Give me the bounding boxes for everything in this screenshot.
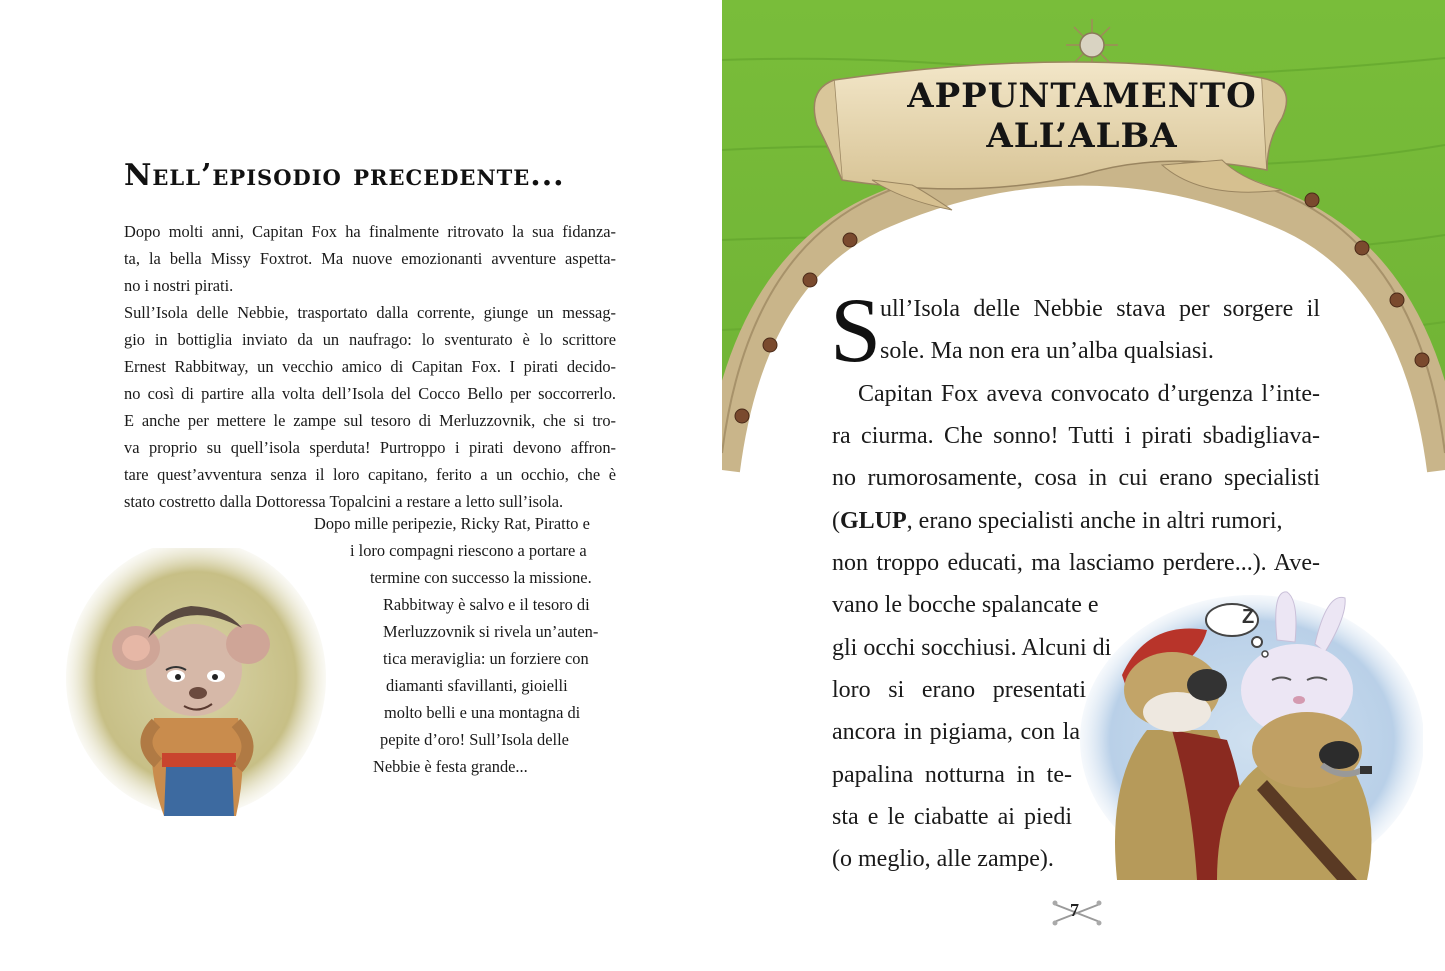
body-line: ancora in pigiama, con la [832,719,1080,745]
body-line: no rumorosamente, cosa in cui erano specialisti [832,465,1320,491]
summary-line: Ernest Rabbitway, un vecchio amico di Capitan Fox. I pirati decido- [124,357,616,376]
previous-episode-title: Nell’episodio precedente... [124,158,565,193]
wrap-line: Merluzzovnik si rivela un’auten- [383,622,599,641]
summary-line: stato costretto dalla Dottoressa Topalcini a restare a letto sull’isola. [124,492,564,511]
wrap-line: Dopo mille peripezie, Ricky Rat, Piratto e [314,514,590,533]
summary-line: gio in bottiglia inviato da un naufrago: lo sventurato è lo scrittore [124,330,616,349]
body-line: loro si erano presentati [832,677,1086,703]
body-line: non troppo educati, ma lasciamo perdere...). Ave- [832,550,1320,576]
page-number-ornament [1052,898,1102,928]
glup-open-paren: ( [832,508,840,534]
summary-line: ta, la bella Missy Foxtrot. Ma nuove emozionanti avventure aspetta- [124,249,616,268]
chapter-title-line2: ALL’ALBA [986,116,1178,156]
body-line: sole. Ma non era un’alba qualsiasi. [880,338,1214,364]
body-line: Capitan Fox aveva convocato d’urgenza l’inte- [858,381,1320,407]
right-page [722,0,1445,971]
summary-line: no così di partire alla volta dell’Isola del Cocco Bello per soccorrerlo. [124,384,616,403]
wrap-line: pepite d’oro! Sull’Isola delle [380,730,569,749]
wrap-line: Rabbitway è salvo e il tesoro di [383,595,590,614]
summary-line: tare quest’avventura senza il loro capitano, ferito a un occhio, che è [124,465,616,484]
wrap-line: molto belli e una montagna di [384,703,581,722]
body-line: sta e le ciabatte ai piedi [832,804,1072,830]
glup-word: GLUP [840,508,907,534]
glup-comma: , [906,508,913,534]
wrap-line: termine con successo la missione. [370,568,592,587]
wrap-line: tica meraviglia: un forziere con [383,649,589,668]
body-line: erano specialisti anche in altri rumori, [918,508,1283,534]
left-page [0,0,722,971]
zzz-text: Z [1242,606,1255,628]
body-line-glup [832,500,1320,542]
drop-cap: S [830,279,882,381]
summary-line: Dopo molti anni, Capitan Fox ha finalmente ritrovato la sua fidanza- [124,222,616,241]
summary-line: E anche per mettere le zampe sul tesoro di Merluzzovnik, che si tro- [124,411,616,430]
body-line: papalina notturna in te- [832,762,1072,788]
chapter-title-line1: APPUNTAMENTO [907,76,1257,116]
summary-line: Sull’Isola delle Nebbie, trasportato dalla corrente, giunge un messag- [124,303,616,322]
summary-line: va proprio su quell’isola sperduta! Purtroppo i pirati devono affron- [124,438,616,457]
mouse-pirate-illustration [66,548,326,818]
summary-line: no i nostri pirati. [124,276,234,295]
wrap-line: Nebbie è festa grande... [373,757,528,776]
previous-episode-summary [124,218,616,515]
body-line: ull’Isola delle Nebbie stava per sorgere il [880,296,1320,322]
wrap-line: i loro compagni riescono a portare a [350,541,587,560]
body-line: (o meglio, alle zampe). [832,846,1054,872]
body-line: vano le bocche spalancate e [832,592,1099,618]
page-number: 7 [1070,900,1079,920]
wrap-line: diamanti sfavillanti, gioielli [386,676,568,695]
body-line: ra ciurma. Che sonno! Tutti i pirati sbadigliava- [832,423,1320,449]
body-line: gli occhi socchiusi. Alcuni di [832,635,1112,661]
